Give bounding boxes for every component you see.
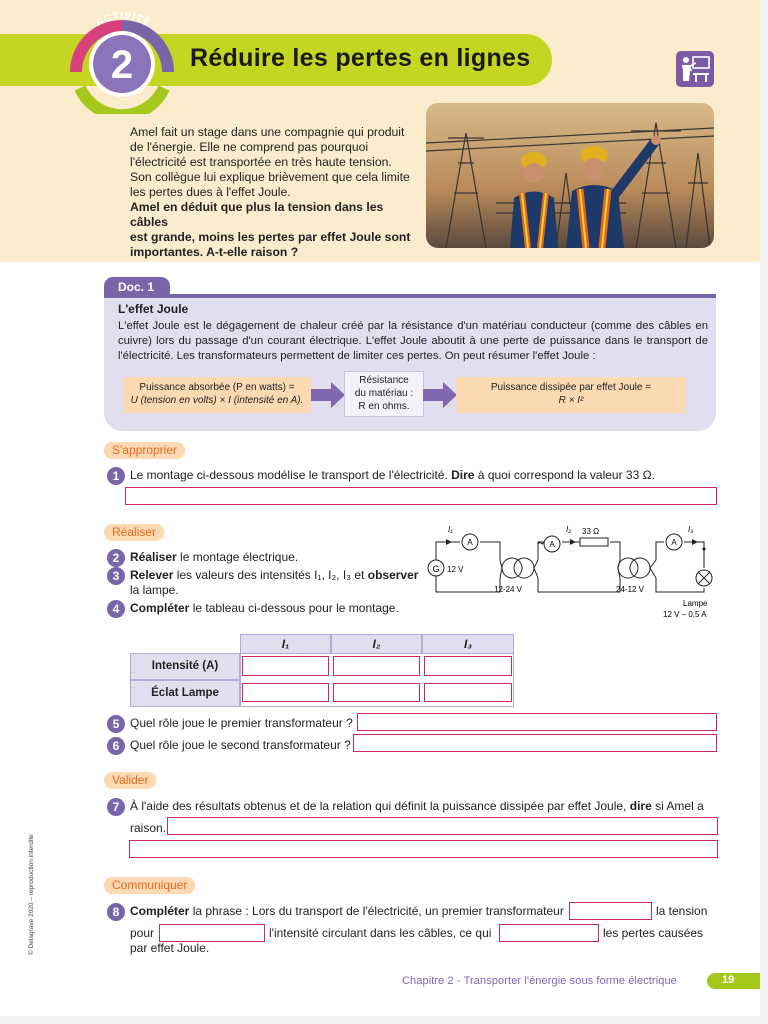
flow-box-dissipated-power [456, 377, 686, 413]
question-number: 3 [107, 567, 125, 585]
intro-line: Son collègue lui explique brièvement que cela limite [130, 170, 410, 184]
answer-cell-intensity-i3[interactable] [424, 656, 512, 676]
flow-a-line: Puissance absorbée (P en watts) = [139, 382, 295, 393]
question-verb: Relever [130, 568, 174, 582]
transformer-1-label: 12-24 V [494, 585, 523, 594]
current-i2-label: I₂ [566, 525, 572, 534]
question-8-text: l'intensité circulant dans les câbles, ce qui [269, 926, 492, 940]
page-title: Réduire les pertes en lignes [190, 44, 531, 72]
intro-question-line: est grande, moins les pertes par effet Joule sont [130, 230, 411, 244]
current-i1-label: I₁ [448, 525, 453, 534]
answer-field-q8-blank2[interactable] [159, 924, 265, 942]
doc-tab: Doc. 1 [104, 277, 170, 298]
question-number: 4 [107, 600, 125, 618]
flow-arrow-icon [311, 382, 345, 408]
flow-box-absorbed-power [123, 377, 311, 413]
table-header-i1: I₁ [240, 634, 331, 654]
answer-cell-lamp-i3[interactable] [424, 683, 512, 702]
intro-line: de l'énergie. Elle ne comprend pas pourquoi [130, 140, 369, 154]
flow-box-resistance [344, 371, 424, 417]
generator-voltage: 12 V [447, 565, 464, 574]
question-verb: observer [367, 568, 419, 582]
intro-text [130, 125, 415, 260]
table-row-label-lamp: Éclat Lampe [130, 680, 240, 707]
section-approprier: S'approprier [104, 442, 185, 459]
answer-cell-intensity-i2[interactable] [333, 656, 420, 676]
question-number: 8 [107, 903, 125, 921]
question-verb: Réaliser [130, 550, 177, 564]
intro-question-line: importantes. A-t-elle raison ? [130, 245, 299, 259]
ammeter-3-label: A [671, 538, 677, 547]
table-header-i3: I₃ [422, 634, 514, 654]
question-number: 6 [107, 737, 125, 755]
answer-field-q7-line2[interactable] [129, 840, 718, 858]
flow-b-line: Résistance [359, 375, 409, 386]
answer-field-q1[interactable] [125, 487, 717, 505]
question-8-text: la tension [656, 904, 708, 918]
flow-c-line: Puissance dissipée par effet Joule = [490, 382, 652, 393]
answer-cell-lamp-i2[interactable] [333, 683, 420, 702]
question-text: les valeurs des intensités I₁, I₂, I₃ et [176, 568, 365, 582]
intro-line: l'électricité est transportée en très haute tension. [130, 155, 392, 169]
question-8-text: par effet Joule. [130, 941, 210, 955]
question-2 [130, 550, 298, 565]
doc-text: L'effet Joule est le dégagement de chaleur créé par la résistance d'un matériau conducteur (comme des câbles en cuivre) lors du passage d'un courant électrique. L'effet Joule aboutit à une perte de puissance dans le transport de l'électricité. Les transformateurs permettent de limiter ces pertes. On peut résumer l'effet Joule : [118, 320, 708, 362]
question-text: à quoi correspond la valeur 33 Ω. [477, 468, 655, 482]
intro-question-line: Amel en déduit que plus la tension dans les câbles [130, 200, 384, 229]
question-8-text: les pertes causées [603, 926, 704, 940]
flow-b-line: R en ohms. [358, 401, 410, 412]
activity-label: ACTIVITÉ [94, 10, 153, 30]
lamp-label: Lampe [683, 599, 708, 608]
question-8 [130, 904, 564, 919]
question-number: 1 [107, 467, 125, 485]
answer-field-q5[interactable] [357, 713, 717, 731]
question-8-text: pour [130, 926, 155, 940]
question-text: le montage électrique. [180, 550, 299, 564]
intro-line: Amel fait un stage dans une compagnie qui produit [130, 125, 405, 139]
question-verb: dire [629, 799, 652, 813]
chapter-footer: Chapitre 2 - Transporter l'énergie sous forme électrique [402, 975, 677, 987]
answer-field-q7-line1[interactable] [167, 817, 718, 835]
answer-field-q6[interactable] [353, 734, 717, 752]
question-3 [130, 568, 420, 598]
question-5: Quel rôle joue le premier transformateur ? [130, 716, 353, 730]
teacher-presentation-icon [676, 51, 714, 87]
page-number: 19 [707, 973, 760, 989]
question-text: le tableau ci-dessous pour le montage. [192, 601, 399, 615]
answer-cell-lamp-i1[interactable] [242, 683, 329, 702]
question-1 [130, 468, 655, 483]
question-number: 5 [107, 715, 125, 733]
question-7 [130, 799, 704, 814]
question-7-line-2: raison. [130, 821, 167, 835]
answer-field-q8-blank1[interactable] [569, 902, 652, 920]
activity-badge [66, 10, 178, 114]
engineers-photo [426, 103, 714, 248]
ammeter-2-label: A [549, 540, 555, 549]
question-verb: Compléter [130, 601, 190, 615]
doc-title: L'effet Joule [118, 302, 189, 316]
ammeter-1-label: A [467, 538, 473, 547]
question-4 [130, 601, 399, 616]
question-text: À l'aide des résultats obtenus et de la relation qui définit la puissance dissipée par effet Joule, [130, 799, 627, 813]
section-realiser: Réaliser [104, 524, 164, 541]
circuit-diagram [420, 520, 720, 625]
question-text: la lampe. [130, 583, 179, 597]
question-number: 7 [107, 798, 125, 816]
section-communiquer: Communiquer [104, 877, 195, 894]
transformer-2-label: 24-12 V [616, 585, 645, 594]
lamp-spec: 12 V – 0,5 A [663, 610, 707, 619]
table-header-i2: I₂ [331, 634, 422, 654]
activity-number: 2 [110, 43, 134, 87]
question-verb: Compléter [130, 904, 190, 918]
answer-cell-intensity-i1[interactable] [242, 656, 329, 676]
question-verb: Dire [451, 468, 475, 482]
resistor-value: 33 Ω [582, 527, 600, 536]
table-row-label-intensity: Intensité (A) [130, 653, 240, 680]
section-valider: Valider [104, 772, 156, 789]
flow-c-line: R × I² [558, 395, 584, 406]
generator-label: G [432, 564, 440, 574]
flow-a-line: U (tension en volts) × I (intensité en A). [130, 395, 304, 406]
current-i3-label: I₃ [688, 525, 694, 534]
flow-arrow-icon [423, 382, 457, 408]
flow-b-line: du matériau : [354, 388, 414, 399]
question-text: Le montage ci-dessous modélise le transport de l'électricité. [130, 468, 448, 482]
question-text: la phrase : Lors du transport de l'électricité, un premier transformateur [192, 904, 564, 918]
intro-line: les pertes dues à l'effet Joule. [130, 185, 291, 199]
question-text: si Amel a [655, 799, 704, 813]
question-6: Quel rôle joue le second transformateur ? [130, 738, 351, 752]
question-number: 2 [107, 549, 125, 567]
answer-field-q8-blank3[interactable] [499, 924, 599, 942]
copyright-notice: © Delagrave 2020 – reproduction interdite [28, 834, 35, 955]
